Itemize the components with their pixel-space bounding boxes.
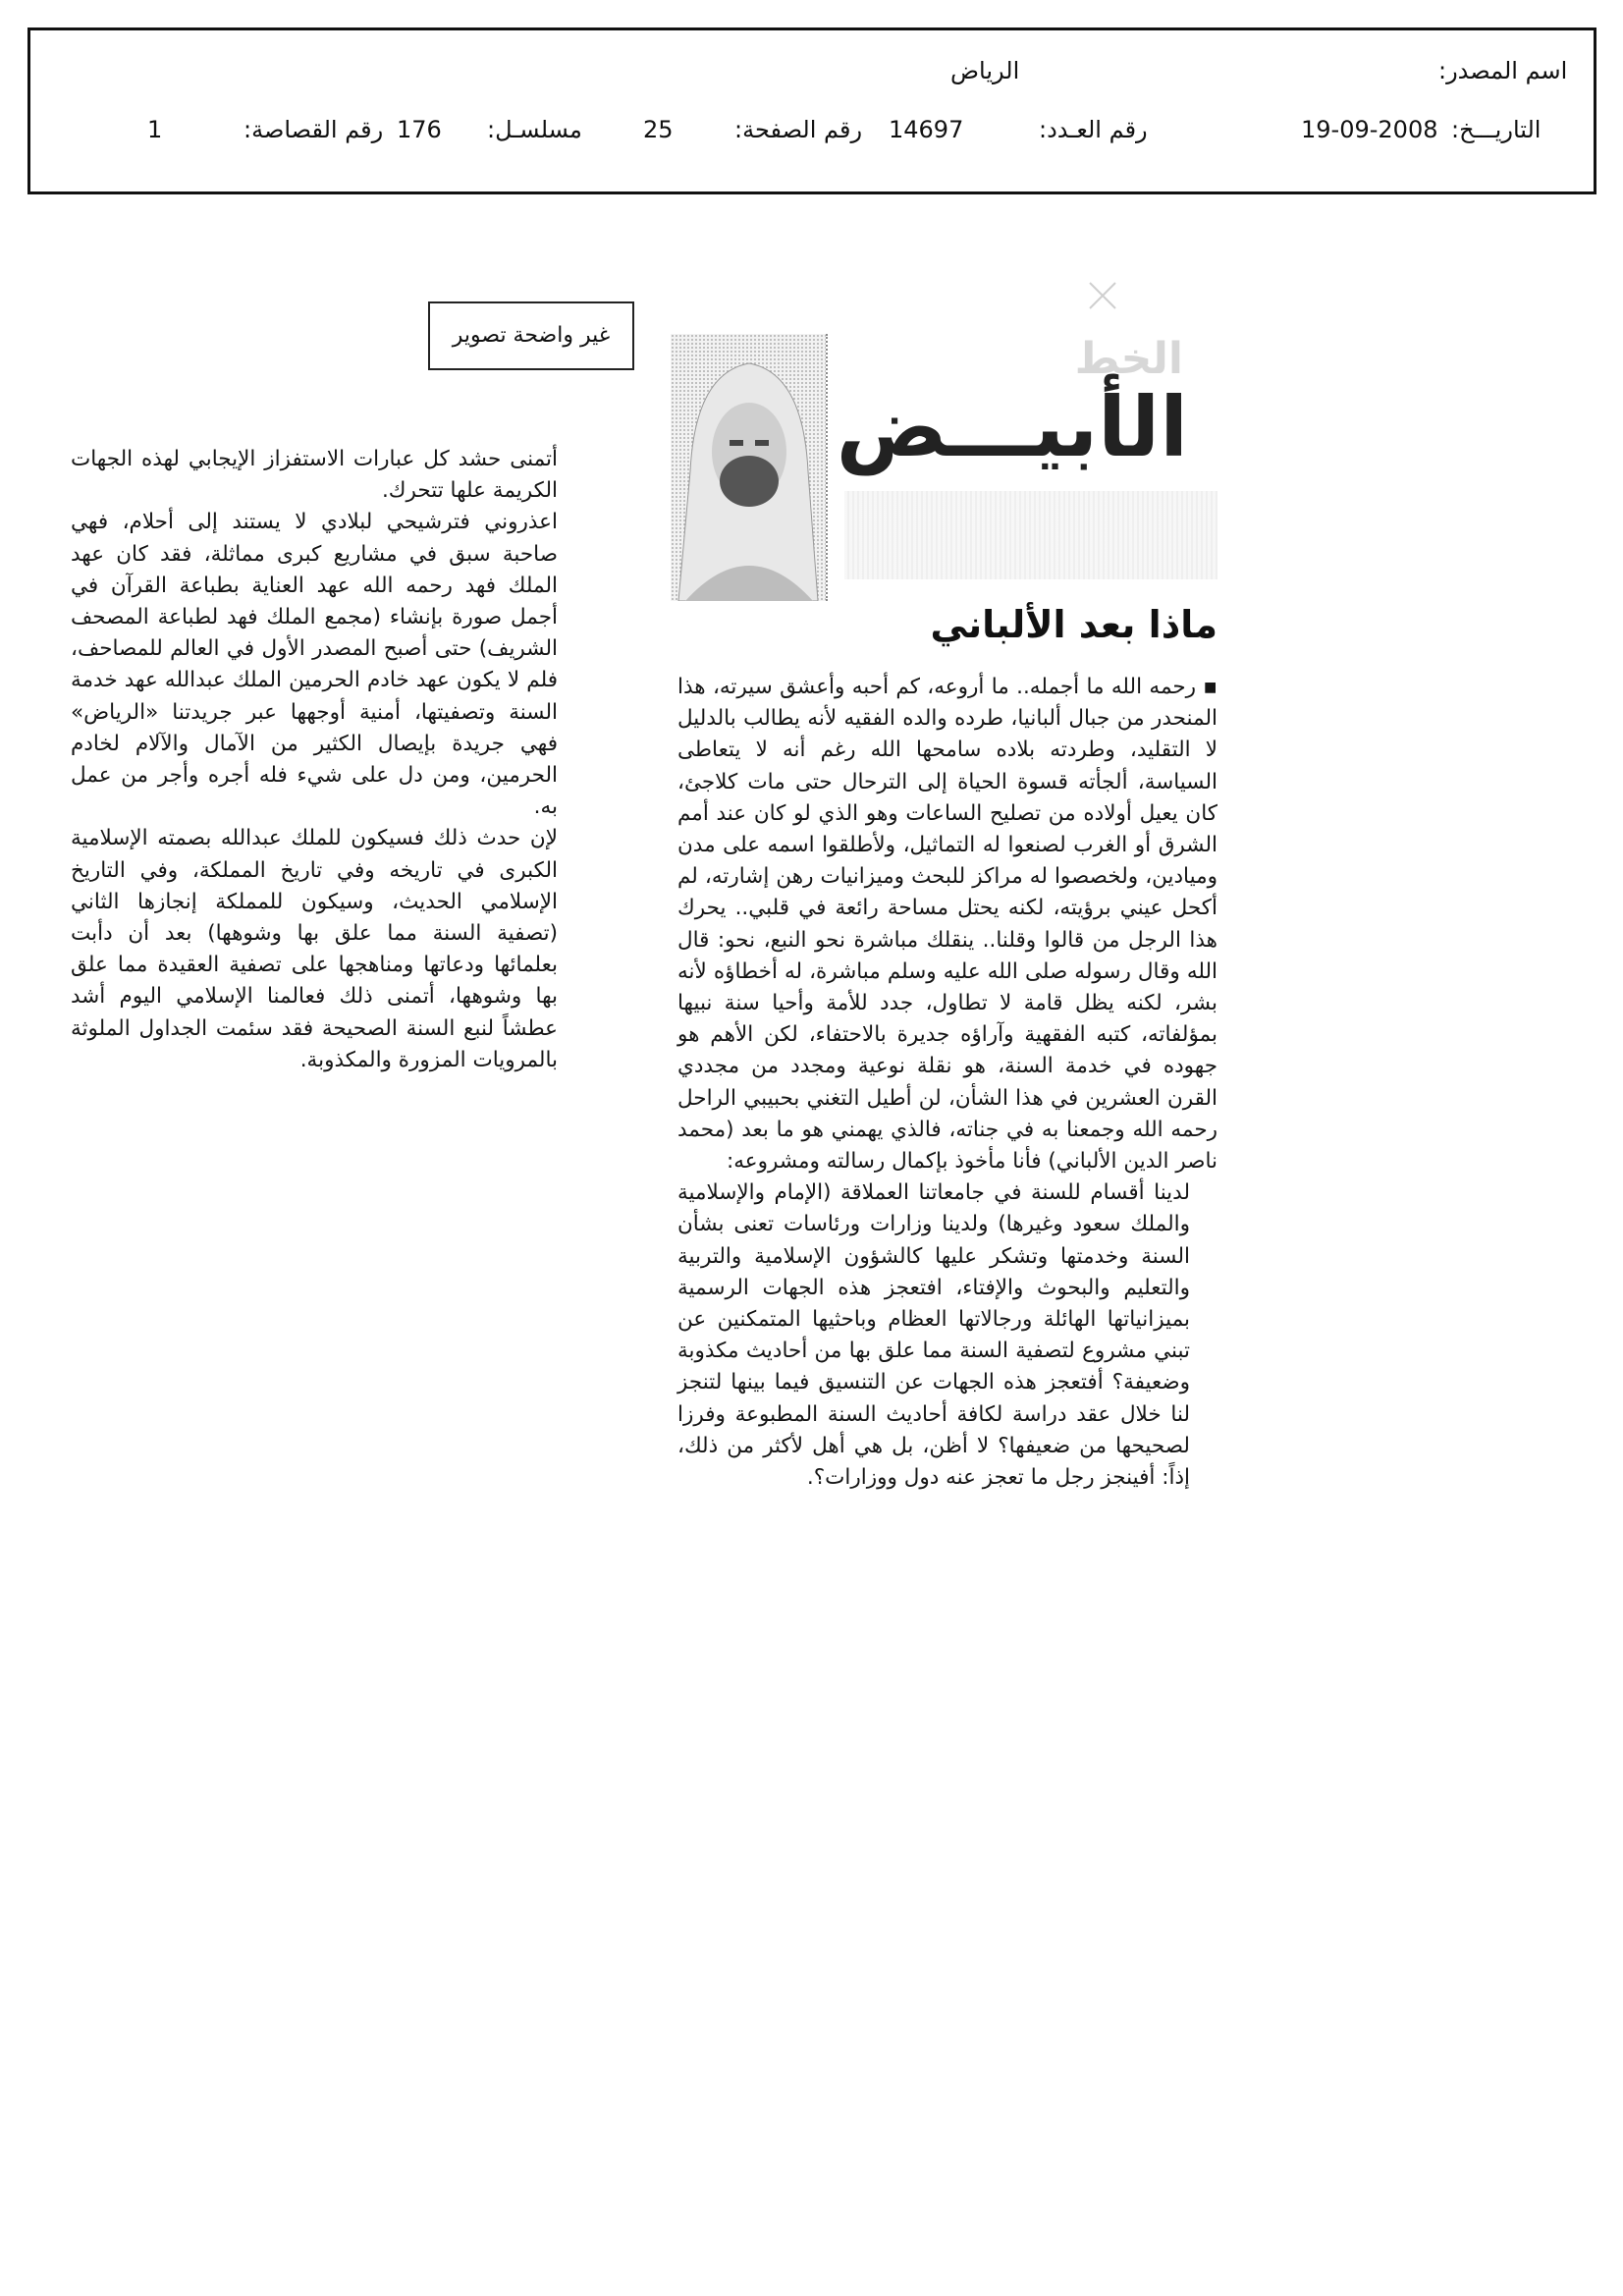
- paragraph: ▪ رحمه الله ما أجمله.. ما أروعه، كم أحبه وأعشق سيرته، هذا المنحدر من جبال ألبانيا، طرده والده الفقيه لأنه يطالب بالدليل لا التقليد، وطردته بلاده سامحها الله رغم أنه لا يتعاطى السياسة، ألجأته قسوة الحياة إلى الترحال حتى مات كلاجئ، كان يعيل أولاده من تصليح الساعات وهو الذي لو كان عند أمم الشرق أو الغرب لصنعوا له التماثيل، ولأطلقوا اسمه على مدن وميادين، ولخصصوا له مراكز للبحث وميزانيات رهن إشارته، لم أكحل عيني برؤيته، لكنه يحتل مساحة رائعة في قلبي.. يحرك هذا الرجل من قالوا وقلنا.. ينقلك مباشرة نحو النبع، نحو: قال الله وقال رسوله صلى الله عليه وسلم مباشرة، له أخطاؤه لأنه بشر، لكنه يظل قامة لا تطاول، جدد للأمة وأحيا سنة نبيها بمؤلفاته، كتبه الفقهية وآراؤه جديرة بالاحتفاء، لكن الأهم هو جهوده في خدمة السنة، هو نقلة نوعية ومجدد من مجددي القرن العشرين في هذا الشأن، لن أطيل التغني بحبيبي الراحل رحمه الله وجمعنا به في جناته، فالذي يهمني هو ما بعد (محمد ناصر الدين الألباني) فأنا مأخوذ بإكمال رسالته ومشروعه:: [677, 675, 1217, 1175]
- serial-label: مسلسـل:: [487, 116, 582, 143]
- article-left-column: [71, 444, 585, 1076]
- issue-value: 14697: [889, 116, 964, 143]
- date-label: التاريـــخ:: [1451, 116, 1542, 143]
- article-title: ماذا بعد الألباني: [930, 603, 1217, 646]
- header-box: [27, 27, 1596, 194]
- logo-background-strip: [844, 491, 1217, 579]
- column-name-faded: الخط: [1074, 334, 1183, 384]
- article-right-column: [677, 672, 1217, 1494]
- page-label: رقم الصفحة:: [734, 116, 863, 143]
- unclear-copy-note: غير واضحة تصوير: [428, 301, 634, 370]
- source-value: الرياض: [950, 57, 1020, 84]
- serial-value: 176: [397, 116, 442, 143]
- columnist-photo: [671, 334, 828, 601]
- page-value: 25: [643, 116, 674, 143]
- paragraph: أتمنى حشد كل عبارات الاستفزاز الإيجابي لهذه الجهات الكريمة علها تتحرك.: [71, 447, 558, 504]
- column-name: الأبيـــض: [836, 379, 1188, 475]
- corner-mark-icon: [1088, 281, 1117, 310]
- source-label: اسم المصدر:: [1438, 57, 1568, 84]
- column-logo: [835, 334, 1213, 481]
- clip-value: 1: [147, 116, 163, 143]
- paragraph: لإن حدث ذلك فسيكون للملك عبدالله بصمته الإسلامية الكبرى في تاريخه وفي تاريخ المملكة، وفي التاريخ الإسلامي الحديث، وسيكون للمملكة إنجازها الثاني (تصفية السنة مما علق بها وشوهها) بعد أن دأبت بعلمائها ودعاتها ومناهجها على تصفية العقيدة مما علق بها وشوهها، أتمنى ذلك فعالمنا الإسلامي اليوم أشد عطشاً لنبع السنة الصحيحة فقد سئمت الجداول الملوثة بالمرويات المزورة والمكذوبة.: [71, 826, 558, 1072]
- paragraph: لدينا أقسام للسنة في جامعاتنا العملاقة (الإمام والإسلامية والملك سعود وغيرها) ولدينا وزارات ورئاسات تعنى بشأن السنة وخدمتها وتشكر عليها كالشؤون الإسلامية والتربية والتعليم والبحوث والإفتاء، افتعجز هذه الجهات الرسمية بميزانياتها الهائلة ورجالاتها العظام وباحثيها المتمكنين عن تبني مشروع لتصفية السنة مما علق بها من أحاديث مكذوبة وضعيفة؟ أفتعجز هذه الجهات عن التنسيق فيما بينها لتنجز لنا خلال عقد دراسة لكافة أحاديث السنة المطبوعة وفرزا لصحيحها من ضعيفها؟ لا أظن، بل هي أهل لأكثر من ذلك، إذاً: أفينجز رجل ما تعجز عنه دول ووزارات؟.: [677, 1180, 1190, 1491]
- paragraph: اعذروني فترشيحي لبلادي لا يستند إلى أحلام، فهي صاحبة سبق في مشاريع كبرى مماثلة، فقد كان عهد الملك فهد رحمه الله عهد العناية بطباعة القرآن في أجمل صورة بإنشاء (مجمع الملك فهد لطباعة المصحف الشريف) حتى أصبح المصدر الأول في العالم للمصاحف، فلم لا يكون عهد خادم الحرمين الملك عبدالله عهد خدمة السنة وتصفيتها، أمنية أوجهها عبر جريدتنا «الرياض» فهي جريدة بإيصال الكثير من الآمال والآلام لخادم الحرمين، ومن دل على شيء فله أجره وأجر من عمل به.: [71, 510, 558, 820]
- issue-label: رقم العـدد:: [1039, 116, 1148, 143]
- clip-label: رقم القصاصة:: [243, 116, 384, 143]
- date-value: 19-09-2008: [1301, 116, 1438, 143]
